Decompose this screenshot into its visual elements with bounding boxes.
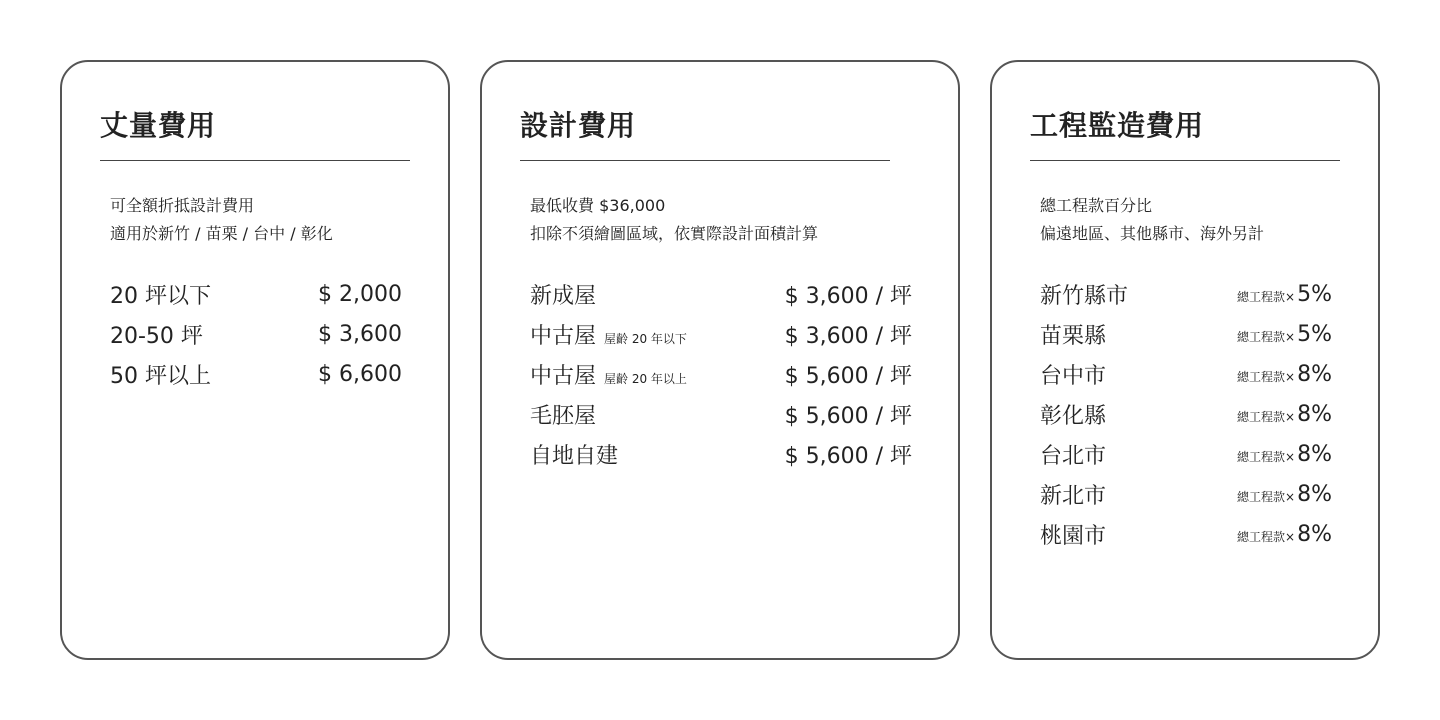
price-value: 8% [1297,361,1332,387]
row-label: 新北市 [1040,483,1107,509]
price-row [530,434,912,474]
supervision-fee-card [990,60,1380,660]
measure-fee-title: 丈量費用 [100,109,217,142]
row-label: 苗栗縣 [1040,323,1107,349]
note-line: 可全額折抵設計費用 [110,196,255,215]
row-label [530,319,687,350]
row-label-text: 自地自建 [530,443,619,469]
price-value: 8% [1297,401,1332,427]
row-price [1237,482,1332,507]
price-prefix: 總工程款× [1237,449,1296,464]
row-label [530,359,687,390]
price-prefix: 總工程款× [1237,329,1296,344]
row-label [530,279,596,310]
price-value: 8% [1297,521,1332,547]
row-label: 新竹縣市 [1040,283,1129,309]
row-label-text: 中古屋 [530,363,597,389]
row-price: $ 3,600 [318,321,402,347]
note-line: 適用於新竹 / 苗栗 / 台中 / 彰化 [110,224,333,243]
row-price [1237,282,1332,307]
price-row [530,314,912,354]
row-label: 彰化縣 [1040,403,1107,429]
row-label: 桃園市 [1040,523,1107,549]
price-prefix: 總工程款× [1237,289,1296,304]
row-price: $ 5,600 / 坪 [784,443,912,469]
price-value: 8% [1297,481,1332,507]
row-label: 20-50 坪 [110,323,203,349]
row-price [1237,362,1332,387]
price-row [1040,354,1332,394]
price-row [530,394,912,434]
price-prefix: 總工程款× [1237,369,1296,384]
row-label: 20 坪以下 [110,283,211,309]
price-row [530,354,912,394]
row-label: 台北市 [1040,443,1107,469]
design-fee-notes [530,192,818,248]
price-value: 8% [1297,441,1332,467]
price-row [530,274,912,314]
row-price: $ 5,600 / 坪 [784,363,912,389]
supervision-fee-list [1040,274,1332,554]
row-price: $ 3,600 / 坪 [784,323,912,349]
row-price [1237,322,1332,347]
row-price: $ 2,000 [318,281,402,307]
row-label: 台中市 [1040,363,1107,389]
price-row [110,274,402,314]
title-divider [100,160,410,161]
row-price: $ 3,600 / 坪 [784,283,912,309]
price-row [1040,514,1332,554]
row-price: $ 6,600 [318,361,402,387]
price-row [110,314,402,354]
row-price [1237,522,1332,547]
note-line: 偏遠地區、其他縣市、海外另計 [1040,224,1265,243]
row-price: $ 5,600 / 坪 [784,403,912,429]
price-row [110,354,402,394]
measure-fee-card [60,60,450,660]
supervision-fee-title: 工程監造費用 [1030,109,1205,142]
title-divider [520,160,890,161]
row-label-text: 毛胚屋 [530,403,597,429]
row-label-note: 屋齡 20 年以上 [604,371,687,386]
row-label [530,439,618,470]
row-label-note: 屋齡 20 年以下 [604,331,687,346]
price-row [1040,394,1332,434]
price-value: 5% [1297,321,1332,347]
price-row [1040,474,1332,514]
row-label-text: 新成屋 [530,283,597,309]
price-value: 5% [1297,281,1332,307]
title-divider [1030,160,1340,161]
price-prefix: 總工程款× [1237,529,1296,544]
note-line: 總工程款百分比 [1040,196,1153,215]
row-label-text: 中古屋 [530,323,597,349]
price-row [1040,314,1332,354]
price-prefix: 總工程款× [1237,409,1296,424]
price-row [1040,274,1332,314]
row-label [530,399,596,430]
price-prefix: 總工程款× [1237,489,1296,504]
design-fee-card [480,60,960,660]
design-fee-title: 設計費用 [520,109,637,142]
supervision-fee-notes [1040,192,1264,248]
measure-fee-list [110,274,402,394]
design-fee-list [530,274,912,474]
row-price [1237,402,1332,427]
row-label: 50 坪以上 [110,363,211,389]
row-price [1237,442,1332,467]
note-line: 最低收費 $36,000 [530,196,666,215]
note-line: 扣除不須繪圖區域，依實際設計面積計算 [530,224,819,243]
measure-fee-notes [110,192,333,248]
price-row [1040,434,1332,474]
